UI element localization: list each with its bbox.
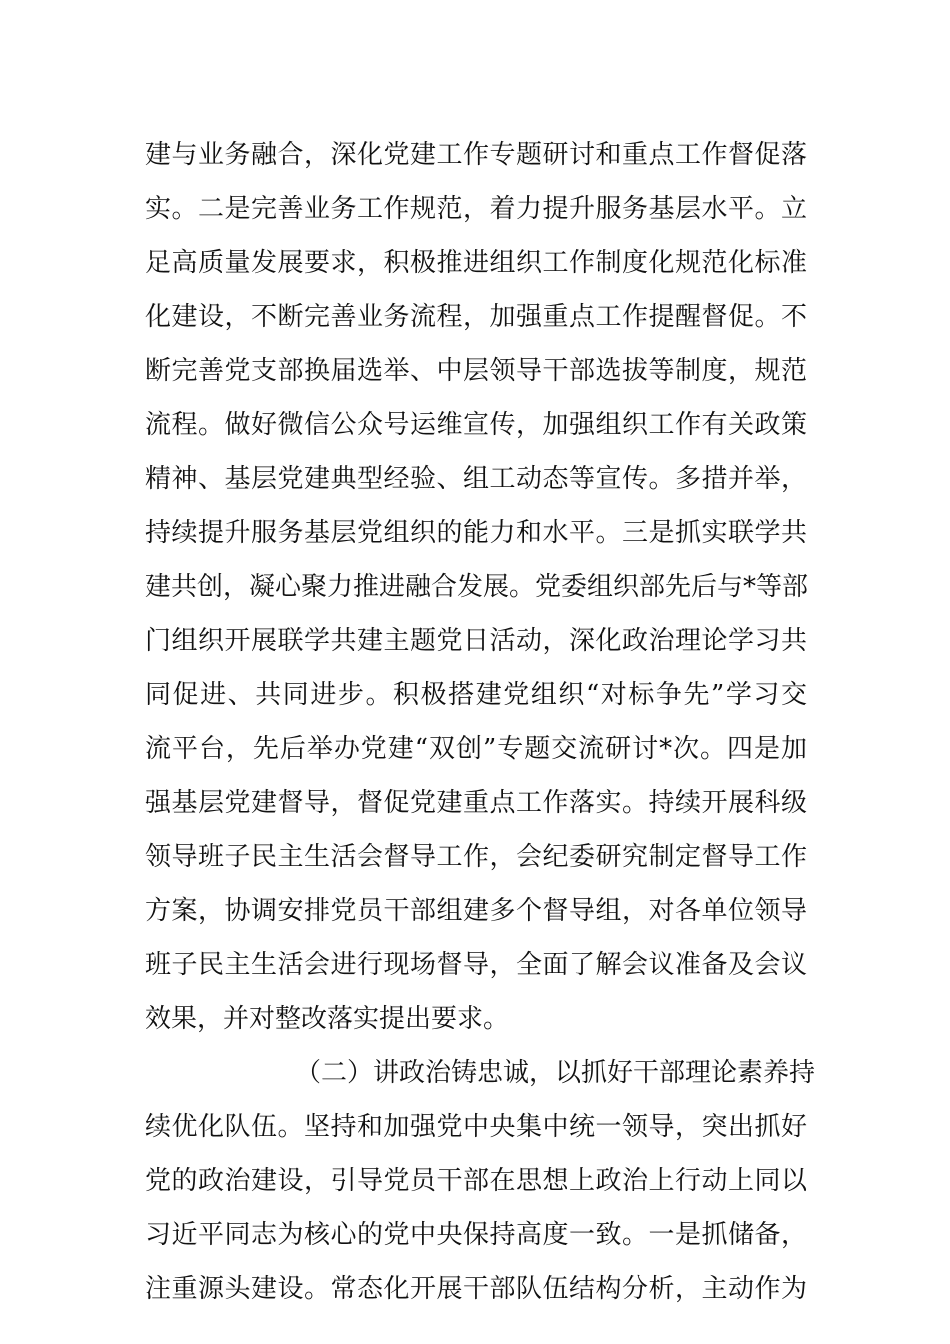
text-line: 化建设，不断完善业务流程，加强重点工作提醒督促。不: [145, 302, 807, 332]
text-line: 习近平同志为核心的党中央保持高度一致。一是抓储备，: [145, 1220, 807, 1250]
text-line: 实。二是完善业务工作规范，着力提升服务基层水平。立: [145, 194, 807, 224]
text-line: 强基层党建督导，督促党建重点工作落实。持续开展科级: [145, 788, 807, 818]
text-line: 领导班子民主生活会督导工作，会纪委研究制定督导工作: [145, 842, 807, 872]
text-line: 持续提升服务基层党组织的能力和水平。三是抓实联学共: [145, 518, 807, 548]
text-line: 流程。做好微信公众号运维宣传，加强组织工作有关政策: [145, 410, 807, 440]
text-line: 精神、基层党建典型经验、组工动态等宣传。多措并举，: [145, 464, 807, 494]
text-line: 同促进、共同进步。积极搭建党组织“对标争先”学习交: [145, 680, 807, 710]
body-text: [145, 128, 816, 1316]
section-heading-line: （二）讲政治铸忠诚，以抓好干部理论素养持: [295, 1058, 816, 1088]
text-line: 断完善党支部换届选举、中层领导干部选拔等制度，规范: [145, 356, 807, 386]
text-line: 足高质量发展要求，积极推进组织工作制度化规范化标准: [145, 248, 807, 278]
text-line: 党的政治建设，引导党员干部在思想上政治上行动上同以: [145, 1166, 807, 1196]
text-line: 方案，协调安排党员干部组建多个督导组，对各单位领导: [145, 896, 807, 926]
text-line: 效果，并对整改落实提出要求。: [145, 1004, 510, 1034]
text-line: 建与业务融合，深化党建工作专题研讨和重点工作督促落: [145, 140, 807, 170]
text-line: 流平台，先后举办党建“双创”专题交流研讨*次。四是加: [145, 734, 807, 764]
text-line: 续优化队伍。坚持和加强党中央集中统一领导，突出抓好: [145, 1112, 807, 1142]
text-line: 班子民主生活会进行现场督导，全面了解会议准备及会议: [145, 950, 807, 980]
text-line: 建共创，凝心聚力推进融合发展。党委组织部先后与*等部: [145, 572, 809, 602]
text-line: 注重源头建设。常态化开展干部队伍结构分析，主动作为: [145, 1274, 807, 1304]
text-line: 门组织开展联学共建主题党日活动，深化政治理论学习共: [145, 626, 807, 656]
